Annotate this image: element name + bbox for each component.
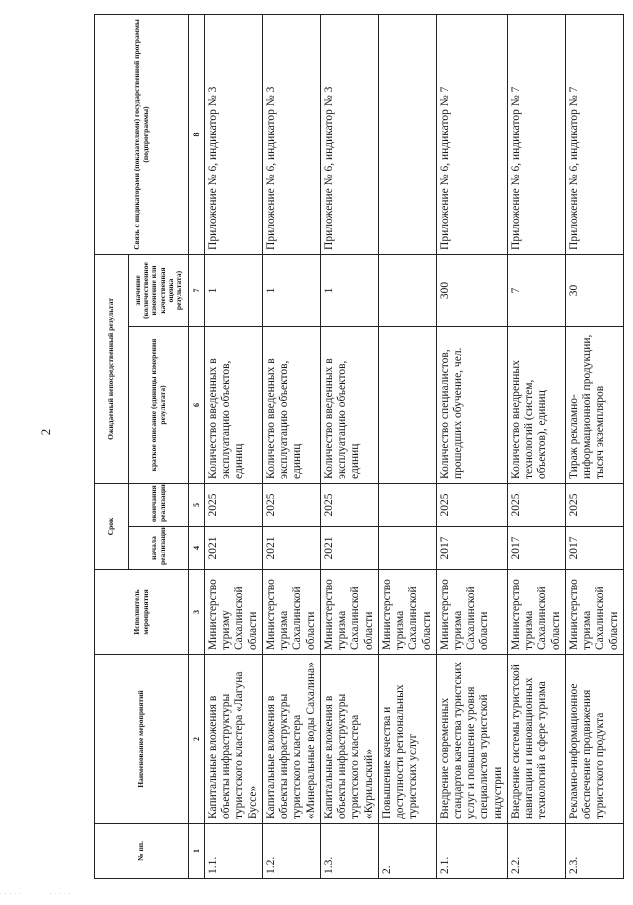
row-end: 2025	[205, 483, 263, 526]
row-link: Приложение № 6, индикатор № 7	[508, 14, 566, 254]
row-desc: Количество внедренных технологий (систем, объектов), единиц	[508, 326, 566, 483]
row-start: 2017	[436, 527, 507, 570]
table-row	[320, 14, 378, 878]
table-row	[565, 14, 623, 878]
row-start: 2021	[262, 527, 320, 570]
row-num: 2.	[378, 824, 436, 879]
column-number: 2	[189, 655, 205, 824]
row-desc	[378, 326, 436, 483]
row-value: 7	[508, 254, 566, 326]
row-name: Повышение качества и доступности региональных туристских услуг	[378, 655, 436, 824]
row-desc: Количество специалистов, прошедших обучение, чел.	[436, 326, 507, 483]
row-end: 2025	[508, 483, 566, 526]
header-result-desc: краткое описание (единицы измерения результата)	[129, 326, 189, 483]
row-desc: Тираж рекламно-информационной продукции, тысяч экземпляров	[565, 326, 623, 483]
row-name: Рекламно-информационное обеспечение продвижения туристского продукта	[565, 655, 623, 824]
row-desc: Количество введенных в эксплуатацию объектов, единиц	[205, 326, 263, 483]
table-row	[508, 14, 566, 878]
column-number: 6	[189, 326, 205, 483]
column-number: 1	[189, 824, 205, 879]
row-end: 2025	[262, 483, 320, 526]
row-executor: Министерство туризма Сахалинской области	[378, 570, 436, 655]
row-start: 2017	[508, 527, 566, 570]
column-number: 8	[189, 14, 205, 254]
table-row	[262, 14, 320, 878]
row-executor: Министерство туризма Сахалинской области	[508, 570, 566, 655]
row-num: 2.2.	[508, 824, 566, 879]
header-name: Наименование мероприятий	[95, 655, 189, 824]
column-number-row	[189, 14, 205, 878]
row-end: 2025	[565, 483, 623, 526]
page-number: 2	[38, 428, 53, 436]
row-value: 1	[205, 254, 263, 326]
action-plan-table	[94, 14, 624, 879]
table-row-section	[378, 14, 436, 878]
row-value: 30	[565, 254, 623, 326]
scan-edge-marks: · · · · · · · · · ·	[0, 892, 72, 897]
row-end: 2025	[436, 483, 507, 526]
row-link	[378, 14, 436, 254]
row-name: Внедрение системы туристской навигации и инновационных технологий в сфере туризма	[508, 655, 566, 824]
row-executor: Министерство туризма Сахалинской области	[436, 570, 507, 655]
row-num: 1.2.	[262, 824, 320, 879]
table-row	[436, 14, 507, 878]
row-end: 2025	[320, 483, 378, 526]
rotated-table-block	[94, 15, 624, 879]
header-executor: Исполнитель мероприятия	[95, 570, 189, 655]
row-link: Приложение № 6, индикатор № 7	[436, 14, 507, 254]
row-end	[378, 483, 436, 526]
row-start: 2017	[565, 527, 623, 570]
header-result-value: значение (количественное изменение или качественная оценка результата)	[129, 254, 189, 326]
row-num: 1.3.	[320, 824, 378, 879]
row-name: Капитальные вложения в объекты инфраструктуры туристского кластера «Минеральные воды Сахалина»	[262, 655, 320, 824]
row-name: Капитальные вложения в объекты инфраструктуры туристского кластера «Лагуна Буссе»	[205, 655, 263, 824]
row-link: Приложение № 6, индикатор № 3	[262, 14, 320, 254]
row-num: 2.3.	[565, 824, 623, 879]
row-start: 2021	[205, 527, 263, 570]
row-num: 1.1.	[205, 824, 263, 879]
header-term-end: окончания реализации	[129, 483, 189, 526]
row-num: 2.1.	[436, 824, 507, 879]
header-term-start: начала реализации	[129, 527, 189, 570]
row-link: Приложение № 6, индикатор № 7	[565, 14, 623, 254]
row-executor: Министерство туризма Сахалинской области	[320, 570, 378, 655]
header-term: Срок	[95, 483, 129, 569]
table-row	[205, 14, 263, 878]
row-desc: Количество введенных в эксплуатацию объектов, единиц	[262, 326, 320, 483]
row-link: Приложение № 6, индикатор № 3	[205, 14, 263, 254]
header-link: Связь с индикаторами (показателями) государственной программы (подпрограммы)	[95, 14, 189, 254]
row-value: 1	[262, 254, 320, 326]
column-number: 3	[189, 570, 205, 655]
header-result: Ожидаемый непосредственный результат	[95, 254, 129, 483]
header-num: № пп.	[95, 824, 189, 879]
row-value: 1	[320, 254, 378, 326]
row-name: Капитальные вложения в объекты инфраструктуры туристского кластера «Курильский»	[320, 655, 378, 824]
row-link: Приложение № 6, индикатор № 3	[320, 14, 378, 254]
row-name: Внедрение современных стандартов качества туристских услуг и повышение уровня специалистов туристской индустрии	[436, 655, 507, 824]
column-number: 7	[189, 254, 205, 326]
row-value	[378, 254, 436, 326]
row-start	[378, 527, 436, 570]
row-desc: Количество введенных в эксплуатацию объектов, единиц	[320, 326, 378, 483]
row-value: 300	[436, 254, 507, 326]
row-start: 2021	[320, 527, 378, 570]
row-executor: Министерство туризму Сахалинской области	[205, 570, 263, 655]
column-number: 4	[189, 527, 205, 570]
column-number: 5	[189, 483, 205, 526]
row-executor: Министерство туризма Сахалинской области	[262, 570, 320, 655]
header-row-1	[95, 14, 129, 878]
row-executor: Министерство туризма Сахалинской области	[565, 570, 623, 655]
